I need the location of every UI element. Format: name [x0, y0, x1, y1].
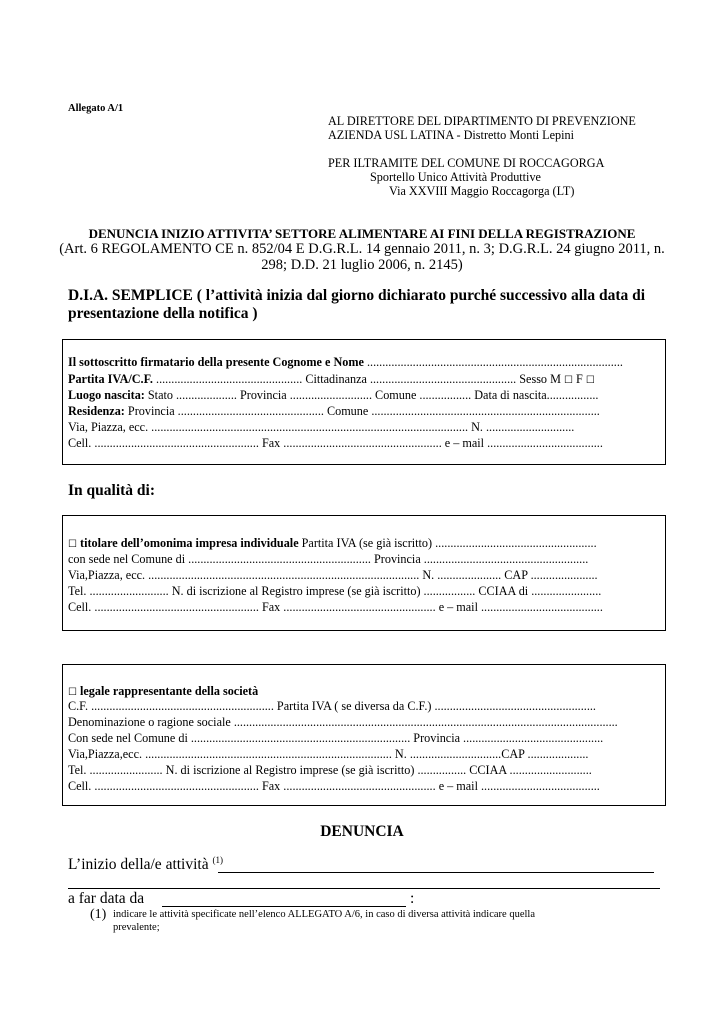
- form-row-sede[interactable]: Con sede nel Comune di ........................................................................ Provincia ..............................................: [68, 731, 604, 745]
- form-row-via[interactable]: Via, Piazza, ecc. ........................................................................................................ N. .............................: [68, 420, 575, 434]
- far-data-input[interactable]: [162, 906, 406, 907]
- form-row-cognome: [68, 355, 658, 369]
- input-line[interactable]: Stato .................... Provincia ........................... Comune ................. Data di nascita.................: [144, 388, 599, 402]
- option-label: titolare dell’omonima impresa individuale: [76, 536, 299, 550]
- field-label: Partita IVA/C.F.: [68, 372, 153, 386]
- recipient-line: AL DIRETTORE DEL DIPARTIMENTO DI PREVENZIONE: [328, 114, 636, 128]
- option-label: legale rappresentante della società: [76, 684, 259, 698]
- recipient-line: PER ILTRAMITE DEL COMUNE DI ROCCAGORGA: [328, 156, 605, 170]
- legal-reference: 298; D.D. 21 luglio 2006, n. 2145): [261, 257, 463, 273]
- checkbox-legale-icon[interactable]: ☐: [68, 687, 77, 698]
- recipient-line: Via XXVIII Maggio Roccagorga (LT): [389, 184, 575, 198]
- footnote-text: prevalente;: [113, 922, 160, 933]
- input-line[interactable]: Partita IVA (se già iscritto) .....................................................: [298, 536, 597, 550]
- form-row-registro[interactable]: Tel. ........................ N. di iscrizione al Registro imprese (se già iscritto) ................ CCIAA ...........................: [68, 763, 592, 777]
- input-line[interactable]: ....................................................................................: [363, 355, 623, 369]
- form-row-registro[interactable]: Tel. .......................... N. di iscrizione al Registro imprese (se già iscritto) ................. CCIAA di .......................: [68, 584, 602, 598]
- checkbox-titolare-icon[interactable]: ☐: [68, 539, 77, 550]
- field-label: Residenza:: [68, 404, 125, 418]
- inizio-attivita-input-line-2[interactable]: [68, 888, 660, 889]
- document-title: DENUNCIA INIZIO ATTIVITA’ SETTORE ALIMENTARE AI FINI DELLA REGISTRAZIONE: [88, 226, 636, 241]
- form-row-denominazione[interactable]: Denominazione o ragione sociale ..............................................................................................................................: [68, 715, 618, 729]
- input-line[interactable]: Provincia ................................................ Comune ...........................................................................: [124, 404, 600, 418]
- field-label: Il sottoscritto firmatario della presente Cognome e Nome: [68, 355, 364, 369]
- form-row-contatti[interactable]: Cell. ...................................................... Fax .................................................. e – mail .......................................: [68, 779, 600, 793]
- form-row-contatti[interactable]: Cell. ...................................................... Fax .................................................... e – mail ......................................: [68, 436, 603, 450]
- recipient-line: AZIENDA USL LATINA - Distretto Monti Lepini: [328, 128, 574, 142]
- form-row-legale: [68, 684, 658, 700]
- far-data-label: a far data da: [68, 890, 145, 907]
- footnote-marker: (1): [212, 855, 223, 865]
- field-label: Luogo nascita:: [68, 388, 145, 402]
- form-row-cf[interactable]: C.F. ............................................................ Partita IVA ( se diversa da C.F.) .....................................................: [68, 699, 596, 713]
- footnote-number: (1): [90, 907, 107, 922]
- form-row-contatti[interactable]: Cell. ...................................................... Fax .................................................. e – mail ........................................: [68, 600, 603, 614]
- form-row-via[interactable]: Via,Piazza, ecc. ......................................................................................... N. ..................... CAP ......................: [68, 568, 598, 582]
- inizio-attivita-input[interactable]: [218, 872, 654, 873]
- dia-heading: D.I.A. SEMPLICE ( l’attività inizia dal giorno dichiarato purché successivo alla data di: [68, 287, 646, 304]
- inizio-attivita-label: L’inizio della/e attività $^{(1)}$: [68, 855, 223, 874]
- form-row-sede[interactable]: con sede nel Comune di ............................................................ Provincia ......................................................: [68, 552, 589, 566]
- form-row-titolare: [68, 536, 658, 552]
- input-line[interactable]: ................................................ Cittadinanza ................................................ Sesso M: [152, 372, 564, 386]
- form-row-via[interactable]: Via,Piazza,ecc. ................................................................................. N. ..............................CAP ....................: [68, 747, 589, 761]
- checkbox-f-icon[interactable]: ☐: [585, 375, 595, 386]
- form-row-luogo-nascita: [68, 388, 658, 402]
- footnote-text: indicare le attività specificate nell’elenco ALLEGATO A/6, in caso di diversa attività indicare quella: [113, 909, 535, 920]
- allegato-label: Allegato A/1: [68, 103, 124, 114]
- recipient-line: Sportello Unico Attività Produttive: [370, 170, 541, 184]
- legal-reference: (Art. 6 REGOLAMENTO CE n. 852/04 E D.G.R.L. 14 gennaio 2011, n. 3; D.G.R.L. 24 giugno 2011, n.: [59, 241, 665, 257]
- far-data-colon: :: [410, 890, 415, 907]
- form-row-residenza: [68, 404, 658, 418]
- section-heading: In qualità di:: [68, 482, 156, 499]
- dia-heading: presentazione della notifica ): [68, 305, 258, 322]
- checkbox-m-icon[interactable]: ☐: [563, 375, 573, 386]
- form-row-partita-iva: [68, 372, 658, 388]
- sex-f-label: F: [572, 372, 586, 386]
- denuncia-heading: DENUNCIA: [320, 823, 404, 840]
